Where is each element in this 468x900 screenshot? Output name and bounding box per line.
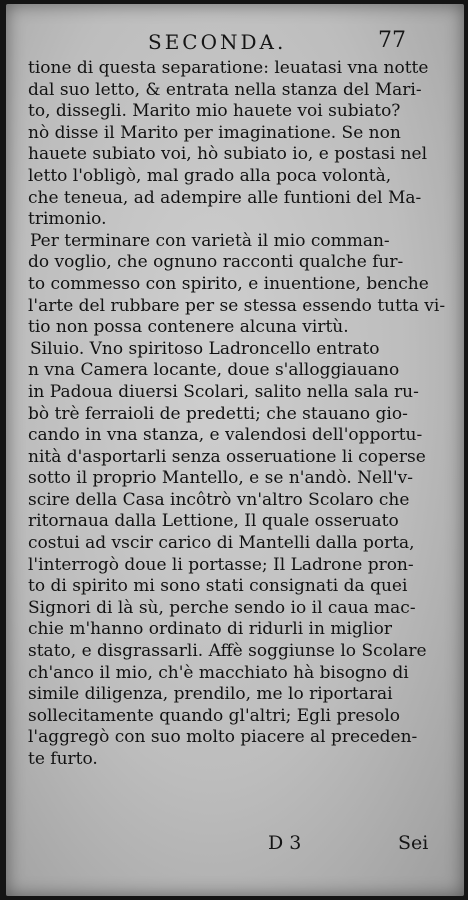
text-line: nità d'asportarli senza osseruatione li coperse <box>28 446 426 467</box>
text-line: l'interrogò doue li portasse; Il Ladrone pron- <box>28 554 414 575</box>
text-line: trimonio. <box>28 209 107 230</box>
page-header <box>6 24 464 54</box>
text-line: bò trè ferraioli de predetti; che stauano gio- <box>28 403 408 424</box>
text-line: te furto. <box>28 749 98 769</box>
text-line: Per terminare con varietà il mio comman- <box>30 230 390 251</box>
text-line: l'aggregò con suo molto piacere al preceden- <box>28 727 418 748</box>
text-line: to di spirito mi sono stati consignati da quei <box>28 576 408 597</box>
text-line: l'arte del rubbare per se stessa essendo tutta vi- <box>28 295 446 316</box>
text-line: in Padoua diuersi Scolari, salito nella sala ru- <box>28 381 419 402</box>
page-number: 77 <box>378 28 406 53</box>
text-line: ch'anco il mio, ch'è macchiato hà bisogno di <box>28 662 409 683</box>
text-line: tione di questa separatione: leuatasi vna notte <box>28 58 429 78</box>
text-line: Signori di là sù, perche sendo io il caua mac- <box>28 597 416 618</box>
text-line: chie m'hanno ordinato di ridurli in miglior <box>28 619 393 640</box>
text-line: to commesso con spirito, e inuentione, benche <box>28 273 429 294</box>
text-line: hauete subiato voi, hò subiato io, e postasi nel <box>28 144 428 165</box>
text-line: cando in vna stanza, e valendosi dell'opportu- <box>28 425 423 446</box>
page-footer <box>6 832 464 862</box>
text-line: simile diligenza, prendilo, me lo riportarai <box>28 684 393 705</box>
text-line: tio non possa contenere alcuna virtù. <box>28 317 349 338</box>
running-head: SECONDA. <box>148 30 287 54</box>
text-line: ritornaua dalla Lettione, Il quale osseruato <box>28 511 399 532</box>
book-page <box>6 4 464 896</box>
body-text <box>28 58 446 771</box>
text-line: costui ad vscir carico di Mantelli dalla porta, <box>28 533 415 554</box>
text-line: Siluio. Vno spiritoso Ladroncello entrato <box>30 338 380 359</box>
text-line: che teneua, ad adempire alle funtioni del Ma- <box>28 187 422 208</box>
text-line: do voglio, che ognuno racconti qualche fur- <box>28 252 404 273</box>
text-line: nò disse il Marito per imaginatione. Se non <box>28 122 401 143</box>
text-line: sollecitamente quando gl'altri; Egli presolo <box>28 705 401 726</box>
signature-mark: D 3 <box>268 832 302 854</box>
text-line: letto l'obligò, mal grado alla poca volontà, <box>28 165 392 186</box>
catchword: Sei <box>398 832 429 854</box>
text-line: dal suo letto, & entrata nella stanza del Mari- <box>28 79 422 100</box>
text-line: sotto il proprio Mantello, e se n'andò. Nell'v- <box>28 468 413 489</box>
text-line: to, dissegli. Marito mio hauete voi subiato? <box>28 101 401 122</box>
text-line: scire della Casa incôtrò vn'altro Scolaro che <box>28 489 410 510</box>
text-line: stato, e disgrassarli. Affè soggiunse lo Scolare <box>28 641 427 662</box>
text-line: n vna Camera locante, doue s'alloggiauano <box>28 360 400 381</box>
